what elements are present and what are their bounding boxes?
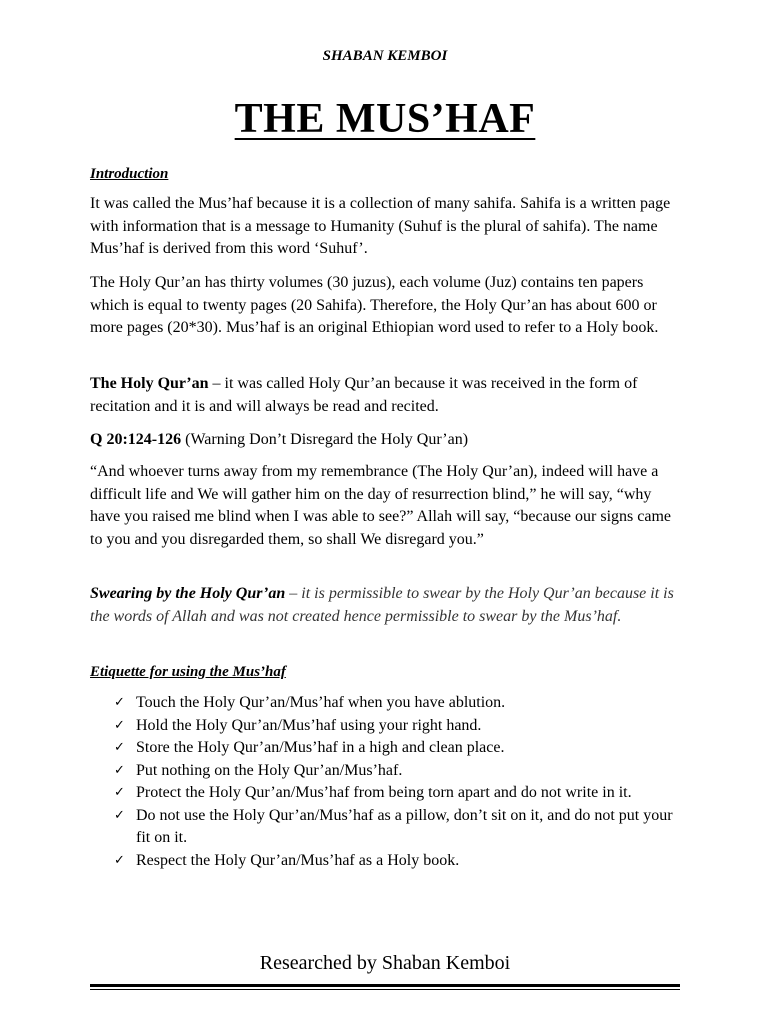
- intro-paragraph-1: It was called the Mus’haf because it is a collection of many sahifa. Sahifa is a written page with information that is a message to Humanity (Suhuf is the plural of sahifa). The name Mus’haf is derived from this word ‘Suhuf’.: [90, 195, 671, 257]
- etiquette-heading: Etiquette for using the Mus’haf: [90, 664, 286, 680]
- checkmark-icon: ✓: [114, 807, 125, 823]
- list-item: ✓ Do not use the Holy Qur’an/Mus’haf as a pillow, don’t sit on it, and do not put your fit on it.: [114, 806, 673, 846]
- swearing-term: Swearing by the Holy Qur’an: [90, 585, 286, 602]
- swearing-text: – it is permissible to swear by the Holy Qur’an because it is the words of Allah and was not created hence permissible to swear by the Mus’haf.: [90, 585, 674, 625]
- checkmark-icon: ✓: [114, 740, 125, 755]
- verse-reference: [90, 429, 680, 452]
- etiquette-list: [114, 692, 680, 872]
- list-item: ✓ Hold the Holy Qur’an/Mus’haf using your right hand.: [114, 715, 680, 738]
- holy-quran-definition-text: – it was called Holy Qur’an because it was received in the form of recitation and it is and will always be read and recited.: [90, 375, 638, 415]
- intro-paragraph-2: The Holy Qur’an has thirty volumes (30 juzus), each volume (Juz) contains ten papers which is equal to twenty pages (20 Sahifa). Therefore, the Holy Qur’an has about 600 or more pages (20*30). Mus’haf is an original Ethiopian word used to refer to a Holy book.: [90, 274, 659, 336]
- list-item: ✓ Put nothing on the Holy Qur’an/Mus’haf.: [114, 760, 680, 783]
- list-item: ✓ Respect the Holy Qur’an/Mus’haf as a Holy book.: [114, 850, 680, 873]
- etiquette-heading-block: [90, 661, 680, 684]
- checkmark-icon: ✓: [114, 717, 125, 733]
- verse-note: (Warning Don’t Disregard the Holy Qur’an): [181, 431, 469, 448]
- verse-quote: “And whoever turns away from my remembrance (The Holy Qur’an), indeed will have a difficult life and We will gather him on the day of resurrection blind,” he will say, “why have you raised me blind when I was able to see?” Allah will say, “because our signs came to you and you disregarded them, so shall We disregard you.”: [90, 463, 671, 548]
- list-item: ✓ Protect the Holy Qur’an/Mus’haf from being torn apart and do not write in it.: [114, 782, 680, 805]
- holy-quran-definition: [90, 373, 680, 418]
- page-title: THE MUS’HAF: [234, 96, 536, 142]
- intro-heading: Introduction: [90, 166, 169, 182]
- footer-credit: Researched by Shaban Kemboi: [259, 952, 511, 974]
- footer-rule-thick: [90, 984, 680, 987]
- swearing-paragraph: [90, 583, 680, 628]
- verse-ref: Q 20:124-126: [90, 431, 182, 448]
- footer-rule-thin: [90, 989, 680, 990]
- author-name: SHABAN KEMBOI: [322, 48, 448, 64]
- checkmark-icon: ✓: [114, 785, 125, 800]
- intro-heading-block: [90, 163, 680, 186]
- checkmark-icon: ✓: [114, 695, 125, 710]
- list-item: ✓ Touch the Holy Qur’an/Mus’haf when you have ablution.: [114, 692, 680, 715]
- checkmark-icon: ✓: [114, 852, 125, 868]
- list-item: ✓ Store the Holy Qur’an/Mus’haf in a high and clean place.: [114, 737, 680, 760]
- checkmark-icon: ✓: [114, 762, 125, 778]
- holy-quran-term: The Holy Qur’an: [90, 375, 209, 392]
